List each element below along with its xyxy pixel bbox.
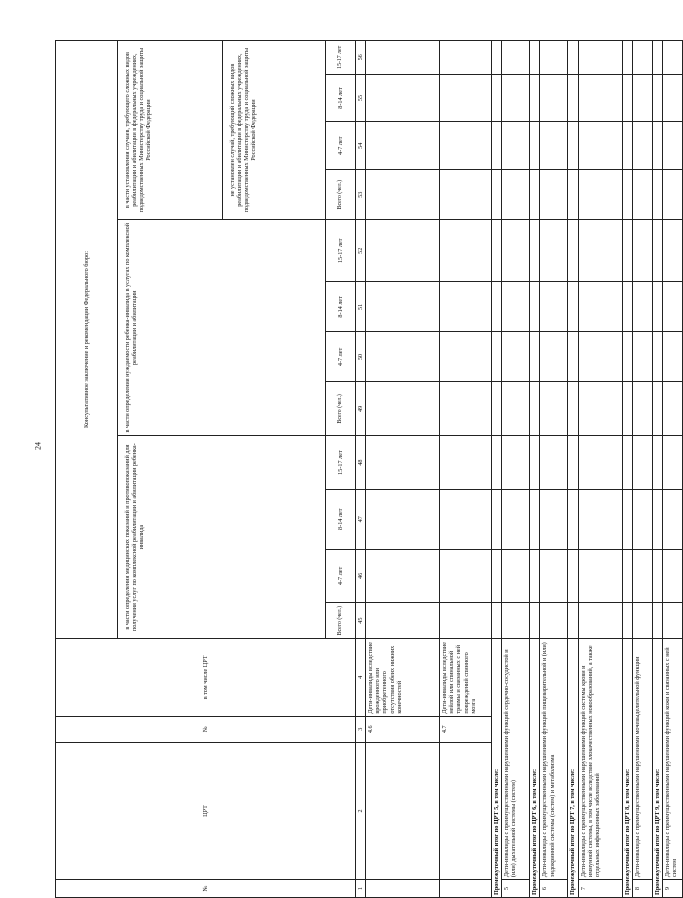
header-total: Всего (чел.) (326, 603, 356, 639)
col-number: 49 (356, 382, 366, 436)
header-in-crt: в том числе ЦРТ (56, 639, 356, 717)
row-label: Дети-инвалиды с преимущественными нарушениями функций кожи и связанных с ней систем (662, 639, 682, 880)
header-no: № (56, 880, 356, 898)
page-number: 24 (33, 442, 43, 450)
row-number: 6 (540, 880, 568, 898)
subtotal-row (622, 41, 632, 898)
col-number: 47 (356, 489, 366, 549)
row-number: 9 (662, 880, 682, 898)
subtotal-label: Промежуточный итог по ЦРТ 7, в том числе: (568, 639, 578, 898)
row-number: 8 (632, 880, 652, 898)
header-no2: № (56, 716, 356, 742)
subtotal-label: Промежуточный итог по ЦРТ 8, в том числе: (622, 639, 632, 898)
col-number: 51 (356, 282, 366, 332)
table-row (366, 41, 440, 898)
table-row (632, 41, 652, 898)
row-number: 4.6 (366, 716, 440, 742)
subtotal-label: Промежуточный итог по ЦРТ 9, в том числе: (652, 639, 662, 898)
row-number: 5 (502, 880, 530, 898)
header-age-8-14: 8-14 лет (326, 489, 356, 549)
row-label: Дети-инвалиды вследствие нейлой или спинальной травмы и связанных с ней повреждений спинного мозга (440, 639, 492, 717)
header-group-not-federal: не установлен случай, требующий сложных видов реабилитации и абилитации в федеральных учреждениях, подведомственных Министерству труда и социальной защиты Российской Федерации (229, 47, 258, 213)
col-number: 56 (356, 41, 366, 75)
header-age-15-17: 15-17 лет (326, 436, 356, 490)
header-total: Всего (чел.) (326, 170, 356, 220)
col-number: 1 (356, 880, 366, 898)
table-row (502, 41, 530, 898)
header-group-federal: в части установления случаев, требующего сложных видов реабилитации и абилитации в федеральных учреждениях, подведомственных Министерству труда и социальной защиты Российской Федерации (118, 41, 223, 219)
row-label: Дети-инвалиды с преимущественными нарушениями функций системы крови и иммунной системы, в том числе вследствие злокачественных новообразований, а также отдельных инфекционных заболеваний (578, 639, 622, 880)
col-number: 3 (356, 716, 366, 742)
row-number: 7 (578, 880, 622, 898)
row-label: Дети-инвалиды с преимущественными нарушениями функций пищеварительной и (или) эндокринной системы (систем) и метаболизма (540, 639, 568, 880)
col-number: 2 (356, 742, 366, 879)
header-age-8-14: 8-14 лет (326, 282, 356, 332)
header-crt: ЦРТ (56, 742, 356, 879)
header-group-need: в части определения нуждаемости ребенка-инвалида в услугах по комплексной реабилитации и абилитации (118, 220, 326, 436)
header-consult: Консультативное заключение и рекомендации Федерального бюро: (56, 41, 118, 639)
subtotal-row (652, 41, 662, 898)
col-number: 54 (356, 122, 366, 170)
subtotal-label: Промежуточный итог по ЦРТ 6, в том числе: (530, 639, 540, 898)
table-row (540, 41, 568, 898)
col-number: 53 (356, 170, 366, 220)
subtotal-row (568, 41, 578, 898)
table-row (662, 41, 682, 898)
col-number: 52 (356, 220, 366, 282)
col-number: 55 (356, 74, 366, 122)
header-age-15-17: 15-17 лет (326, 41, 356, 75)
col-number: 46 (356, 549, 366, 603)
rotated-table-container (55, 40, 678, 898)
subtotal-row (530, 41, 540, 898)
row-label: Дети-инвалиды с преимущественными нарушениями функций сердечно-сосудистой и (или) дыхательной системы (систем) (502, 639, 530, 880)
header-age-4-7: 4-7 лет (326, 122, 356, 170)
header-total: Всего (чел.) (326, 382, 356, 436)
header-age-8-14: 8-14 лет (326, 74, 356, 122)
table-row (578, 41, 622, 898)
col-number: 4 (356, 639, 366, 717)
subtotal-label: Промежуточный итог по ЦРТ 5, в том числе: (492, 639, 502, 898)
row-number: 4.7 (440, 716, 492, 742)
statistics-table (55, 40, 683, 898)
header-age-4-7: 4-7 лет (326, 332, 356, 382)
row-label: Дети-инвалиды с преимущественными нарушениями мочевыделительной функции (632, 639, 652, 880)
table-row (440, 41, 492, 898)
col-number: 45 (356, 603, 366, 639)
col-number: 48 (356, 436, 366, 490)
header-age-4-7: 4-7 лет (326, 549, 356, 603)
header-group-medical: в части определения медицинских показаний и противопоказаний для получения услуг по комплексной реабилитации и абилитации ребенка-инвалида (118, 436, 326, 639)
subtotal-row (492, 41, 502, 898)
row-label: Дети-инвалиды вследствие врожденного или приобретенного отсутствия обеих нижних конечностей (366, 639, 440, 717)
header-age-15-17: 15-17 лет (326, 220, 356, 282)
col-number: 50 (356, 332, 366, 382)
